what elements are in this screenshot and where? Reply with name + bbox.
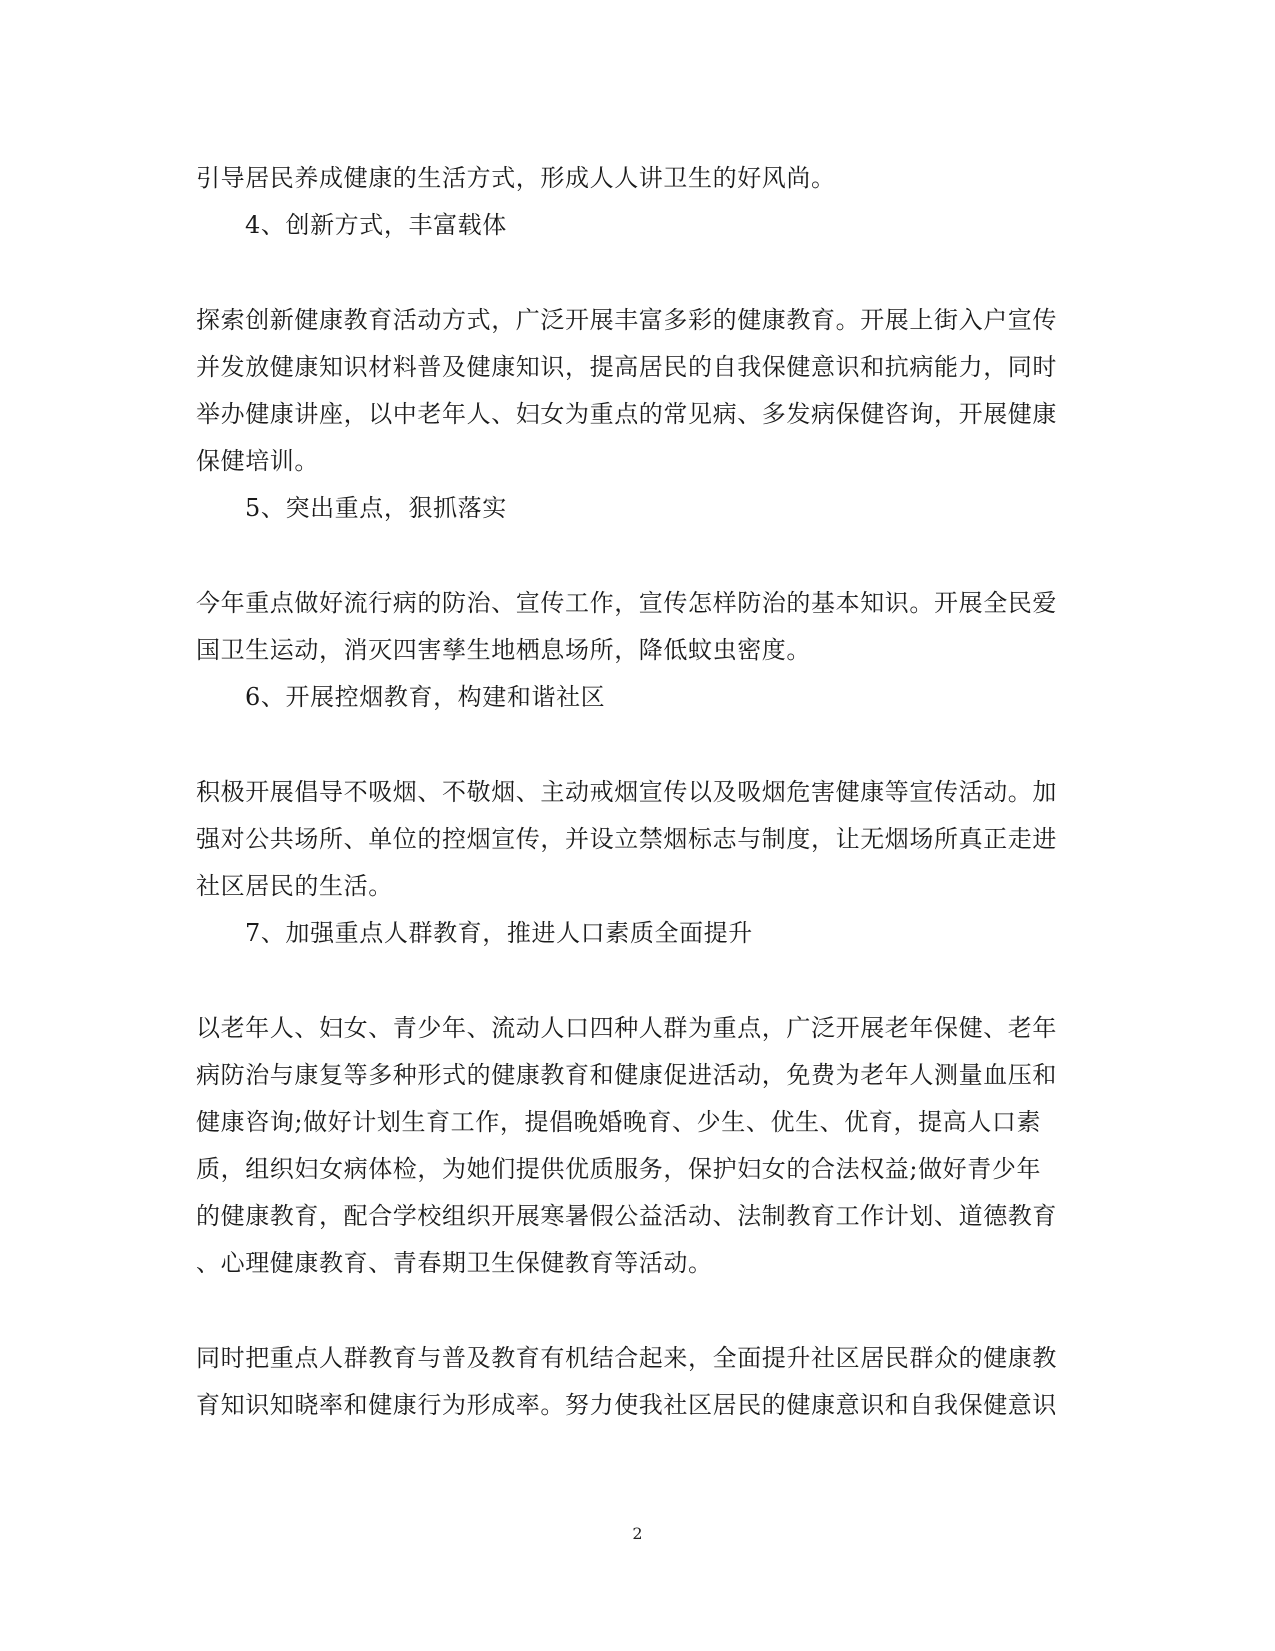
section-heading-5: 5、突出重点，狠抓落实 bbox=[245, 494, 507, 522]
body-line: 健康咨询;做好计划生育工作，提倡晚婚晚育、少生、优生、优育，提高人口素 bbox=[196, 1108, 1042, 1136]
page-number: 2 bbox=[632, 1524, 643, 1543]
body-line: 举办健康讲座，以中老年人、妇女为重点的常见病、多发病保健咨询，开展健康 bbox=[196, 400, 1057, 428]
body-line: 以老年人、妇女、青少年、流动人口四种人群为重点，广泛开展老年保健、老年 bbox=[196, 1014, 1057, 1042]
section-heading-6: 6、开展控烟教育，构建和谐社区 bbox=[245, 683, 606, 711]
body-line: 强对公共场所、单位的控烟宣传，并设立禁烟标志与制度，让无烟场所真正走进 bbox=[196, 825, 1057, 853]
section-heading-4: 4、创新方式，丰富载体 bbox=[245, 211, 507, 239]
body-line: 探索创新健康教育活动方式，广泛开展丰富多彩的健康教育。开展上街入户宣传 bbox=[196, 306, 1057, 334]
body-line: 育知识知晓率和健康行为形成率。努力使我社区居民的健康意识和自我保健意识 bbox=[196, 1391, 1057, 1419]
body-line: 的健康教育，配合学校组织开展寒暑假公益活动、法制教育工作计划、道德教育 bbox=[196, 1202, 1057, 1230]
body-line: 保健培训。 bbox=[196, 447, 319, 475]
body-line: 今年重点做好流行病的防治、宣传工作，宣传怎样防治的基本知识。开展全民爱 bbox=[196, 589, 1057, 617]
body-line: 质，组织妇女病体检，为她们提供优质服务，保护妇女的合法权益;做好青少年 bbox=[196, 1155, 1042, 1183]
body-line: 、心理健康教育、青春期卫生保健教育等活动。 bbox=[196, 1249, 713, 1277]
body-line: 积极开展倡导不吸烟、不敬烟、主动戒烟宣传以及吸烟危害健康等宣传活动。加 bbox=[196, 778, 1057, 806]
body-line: 并发放健康知识材料普及健康知识，提高居民的自我保健意识和抗病能力，同时 bbox=[196, 353, 1057, 381]
section-heading-7: 7、加强重点人群教育，推进人口素质全面提升 bbox=[245, 919, 753, 947]
body-line: 同时把重点人群教育与普及教育有机结合起来，全面提升社区居民群众的健康教 bbox=[196, 1344, 1057, 1372]
body-line: 社区居民的生活。 bbox=[196, 872, 393, 900]
body-line: 国卫生运动，消灭四害孳生地栖息场所，降低蚊虫密度。 bbox=[196, 636, 811, 664]
body-line: 引导居民养成健康的生活方式，形成人人讲卫生的好风尚。 bbox=[196, 164, 836, 192]
body-line: 病防治与康复等多种形式的健康教育和健康促进活动，免费为老年人测量血压和 bbox=[196, 1061, 1057, 1089]
